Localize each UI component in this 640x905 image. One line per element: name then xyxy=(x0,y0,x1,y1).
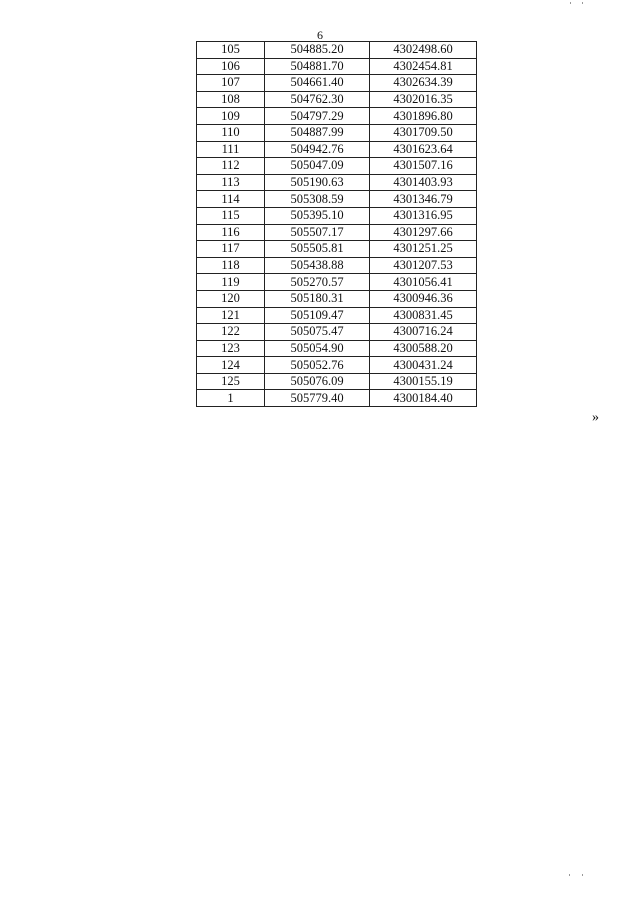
table-row xyxy=(197,191,477,208)
y-coordinate-cell: 4300831.45 xyxy=(370,307,477,324)
y-coordinate-cell: 4302498.60 xyxy=(370,42,477,59)
table-row xyxy=(197,91,477,108)
x-coordinate-cell: 504885.20 xyxy=(265,42,370,59)
x-coordinate-cell: 504881.70 xyxy=(265,58,370,75)
table-row xyxy=(197,158,477,175)
point-number-cell: 112 xyxy=(197,158,265,175)
y-coordinate-cell: 4301403.93 xyxy=(370,174,477,191)
closing-quote-mark: » xyxy=(592,410,599,425)
x-coordinate-cell: 505109.47 xyxy=(265,307,370,324)
point-number-cell: 117 xyxy=(197,241,265,258)
point-number-cell: 125 xyxy=(197,373,265,390)
x-coordinate-cell: 505075.47 xyxy=(265,324,370,341)
y-coordinate-cell: 4301056.41 xyxy=(370,274,477,291)
x-coordinate-cell: 504942.76 xyxy=(265,141,370,158)
x-coordinate-cell: 505190.63 xyxy=(265,174,370,191)
point-number-cell: 123 xyxy=(197,340,265,357)
table-row xyxy=(197,373,477,390)
y-coordinate-cell: 4302016.35 xyxy=(370,91,477,108)
table-row xyxy=(197,75,477,92)
table-row xyxy=(197,42,477,59)
x-coordinate-cell: 504797.29 xyxy=(265,108,370,125)
table-row xyxy=(197,324,477,341)
point-number-cell: 118 xyxy=(197,257,265,274)
coordinates-table-body xyxy=(197,42,477,407)
point-number-cell: 110 xyxy=(197,124,265,141)
y-coordinate-cell: 4302454.81 xyxy=(370,58,477,75)
table-row xyxy=(197,257,477,274)
y-coordinate-cell: 4301251.25 xyxy=(370,241,477,258)
y-coordinate-cell: 4301207.53 xyxy=(370,257,477,274)
table-row xyxy=(197,241,477,258)
y-coordinate-cell: 4301709.50 xyxy=(370,124,477,141)
table-row xyxy=(197,174,477,191)
x-coordinate-cell: 505438.88 xyxy=(265,257,370,274)
scan-artifact-mark xyxy=(582,2,583,4)
table-row xyxy=(197,357,477,374)
table-row xyxy=(197,207,477,224)
y-coordinate-cell: 4301896.80 xyxy=(370,108,477,125)
point-number-cell: 105 xyxy=(197,42,265,59)
y-coordinate-cell: 4301507.16 xyxy=(370,158,477,175)
x-coordinate-cell: 505052.76 xyxy=(265,357,370,374)
y-coordinate-cell: 4300184.40 xyxy=(370,390,477,407)
x-coordinate-cell: 505054.90 xyxy=(265,340,370,357)
y-coordinate-cell: 4300155.19 xyxy=(370,373,477,390)
x-coordinate-cell: 505395.10 xyxy=(265,207,370,224)
y-coordinate-cell: 4300716.24 xyxy=(370,324,477,341)
point-number-cell: 114 xyxy=(197,191,265,208)
y-coordinate-cell: 4300588.20 xyxy=(370,340,477,357)
scan-artifact-mark xyxy=(569,874,570,876)
table-row xyxy=(197,340,477,357)
y-coordinate-cell: 4302634.39 xyxy=(370,75,477,92)
point-number-cell: 122 xyxy=(197,324,265,341)
x-coordinate-cell: 505505.81 xyxy=(265,241,370,258)
point-number-cell: 1 xyxy=(197,390,265,407)
scan-artifact-mark xyxy=(570,2,571,4)
scan-artifact-mark xyxy=(582,874,583,876)
y-coordinate-cell: 4301297.66 xyxy=(370,224,477,241)
y-coordinate-cell: 4301316.95 xyxy=(370,207,477,224)
point-number-cell: 109 xyxy=(197,108,265,125)
x-coordinate-cell: 504762.30 xyxy=(265,91,370,108)
x-coordinate-cell: 505308.59 xyxy=(265,191,370,208)
point-number-cell: 124 xyxy=(197,357,265,374)
point-number-cell: 121 xyxy=(197,307,265,324)
x-coordinate-cell: 505270.57 xyxy=(265,274,370,291)
y-coordinate-cell: 4301623.64 xyxy=(370,141,477,158)
coordinates-table xyxy=(196,41,477,407)
x-coordinate-cell: 505779.40 xyxy=(265,390,370,407)
point-number-cell: 115 xyxy=(197,207,265,224)
point-number-cell: 106 xyxy=(197,58,265,75)
x-coordinate-cell: 505076.09 xyxy=(265,373,370,390)
y-coordinate-cell: 4300431.24 xyxy=(370,357,477,374)
point-number-cell: 119 xyxy=(197,274,265,291)
table-row xyxy=(197,224,477,241)
x-coordinate-cell: 504887.99 xyxy=(265,124,370,141)
point-number-cell: 107 xyxy=(197,75,265,92)
x-coordinate-cell: 504661.40 xyxy=(265,75,370,92)
table-row xyxy=(197,108,477,125)
table-row xyxy=(197,58,477,75)
table-row xyxy=(197,290,477,307)
x-coordinate-cell: 505180.31 xyxy=(265,290,370,307)
point-number-cell: 113 xyxy=(197,174,265,191)
page-number: 6 xyxy=(317,28,323,42)
table-row xyxy=(197,274,477,291)
table-row xyxy=(197,124,477,141)
x-coordinate-cell: 505507.17 xyxy=(265,224,370,241)
table-row xyxy=(197,390,477,407)
table-row xyxy=(197,307,477,324)
table-row xyxy=(197,141,477,158)
y-coordinate-cell: 4300946.36 xyxy=(370,290,477,307)
x-coordinate-cell: 505047.09 xyxy=(265,158,370,175)
point-number-cell: 120 xyxy=(197,290,265,307)
point-number-cell: 116 xyxy=(197,224,265,241)
point-number-cell: 108 xyxy=(197,91,265,108)
point-number-cell: 111 xyxy=(197,141,265,158)
y-coordinate-cell: 4301346.79 xyxy=(370,191,477,208)
